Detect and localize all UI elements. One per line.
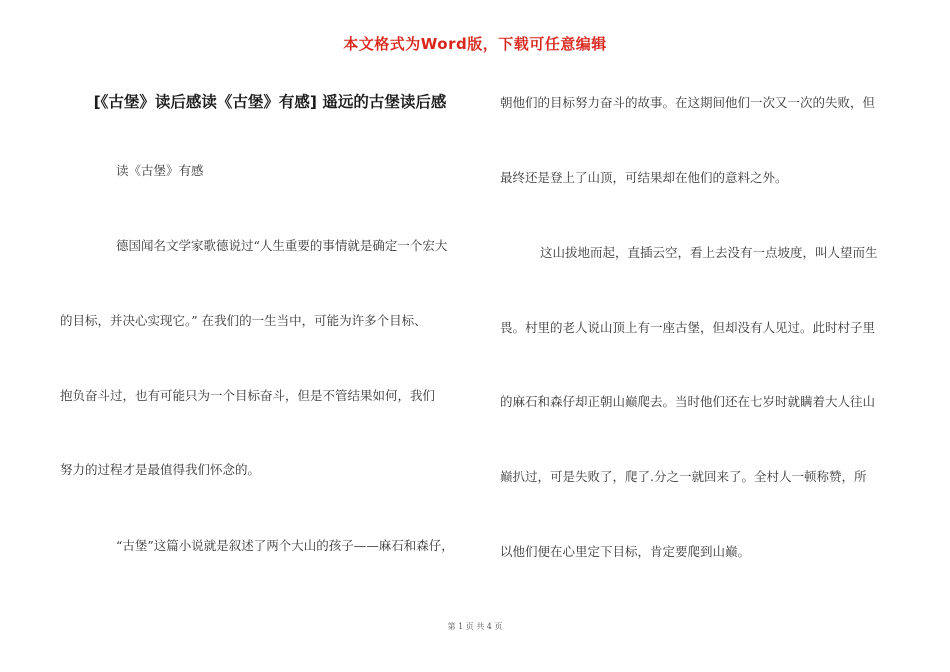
document-title: [《古堡》读后感读《古堡》有感] 遥远的古堡读后感 xyxy=(93,93,447,111)
paragraph-line: 抱负奋斗过，也有可能只为一个目标奋斗，但是不管结果如何，我们 xyxy=(60,388,436,403)
paragraph-line: 畏。村里的老人说山顶上有一座古堡，但却没有人见过。此时村子里 xyxy=(500,320,876,335)
page-number: 第 1 页 共 4 页 xyxy=(447,622,503,631)
paragraph-line: 巅扒过，可是失败了，爬了.分之一就回来了。全村人一顿称赞，所 xyxy=(500,469,867,484)
download-banner: 本文格式为Word版，下载可任意编辑 xyxy=(343,35,607,53)
paragraph-line: 的目标，并决心实现它。” 在我们的一生当中，可能为许多个目标、 xyxy=(60,313,427,328)
paragraph-line: 读《古堡》有感 xyxy=(116,163,204,178)
paragraph-line: 以他们便在心里定下目标，肯定要爬到山巅。 xyxy=(500,544,751,559)
paragraph-line: 的麻石和森仔却正朝山巅爬去。当时他们还在七岁时就瞒着大人往山 xyxy=(500,394,876,409)
paragraph-line: 德国闻名文学家歌德说过“人生重要的事情就是确定一个宏大 xyxy=(116,238,448,253)
paragraph-line: “古堡”这篇小说就是叙述了两个大山的孩子——麻石和森仔， xyxy=(116,538,454,553)
paragraph-line: 朝他们的目标努力奋斗的故事。在这期间他们一次又一次的失败，但 xyxy=(500,95,876,110)
paragraph-line: 努力的过程才是最值得我们怀念的。 xyxy=(60,462,261,477)
paragraph-line: 最终还是登上了山顶，可结果却在他们的意料之外。 xyxy=(500,170,788,185)
paragraph-line: 这山拔地而起，直插云空，看上去没有一点坡度，叫人望而生 xyxy=(540,245,878,260)
